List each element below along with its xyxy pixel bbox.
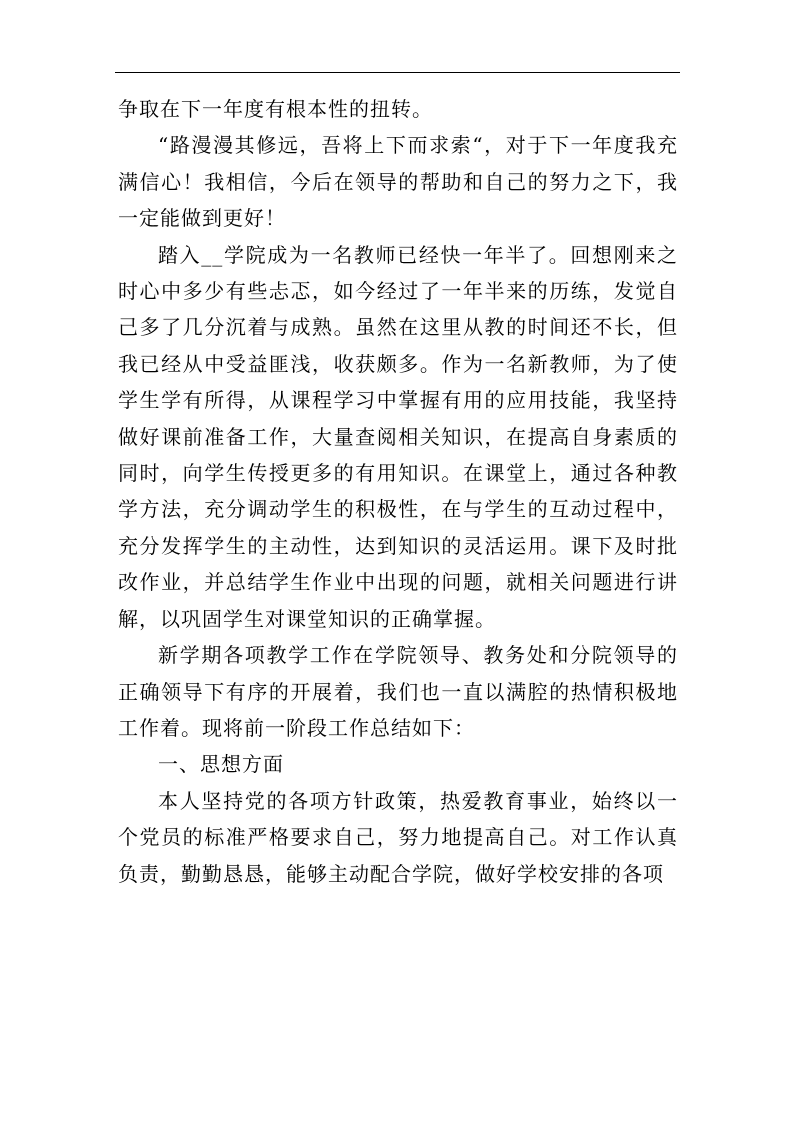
paragraph-quote: “路漫漫其修远，吾将上下而求索“，对于下一年度我充满信心！我相信，今后在领导的帮助和自己的努力之下，我一定能做到更好！ — [118, 133, 678, 231]
paragraph-teaching-experience: 踏入__学院成为一名教师已经快一年半了。回想刚来之时心中多少有些忐忑，如今经过了一年半来的历练，发觉自己多了几分沉着与成熟。虽然在这里从教的时间还不长，但我已经从中受益匪浅，收获颇多。作为一名新教师，为了使学生学有所得，从课程学习中掌握有用的应用技能，我坚持做好课前准备工作，大量查阅相关知识，在提高自身素质的同时，向学生传授更多的有用知识。在课堂上，通过各种教学方法，充分调动学生的积极性，在与学生的互动过程中，充分发挥学生的主动性，达到知识的灵活运用。课下及时批改作业，并总结学生作业中出现的问题，就相关问题进行讲解，以巩固学生对课堂知识的正确掌握。 — [118, 242, 678, 631]
paragraph-ideology: 本人坚持党的各项方针政策，热爱教育事业，始终以一个党员的标准严格要求自己，努力地提高自己。对工作认真负责，勤勤恳恳，能够主动配合学院，做好学校安排的各项 — [118, 788, 678, 886]
document-body — [118, 91, 678, 892]
paragraph-new-semester: 新学期各项教学工作在学院领导、教务处和分院领导的正确领导下有序的开展着，我们也一直以满腔的热情积极地工作着。现将前一阶段工作总结如下： — [118, 643, 678, 740]
section-heading-ideology: 一、思想方面 — [158, 752, 284, 777]
header-rule — [115, 72, 680, 73]
paragraph-continuation: 争取在下一年度有根本性的扭转。 — [118, 97, 433, 121]
